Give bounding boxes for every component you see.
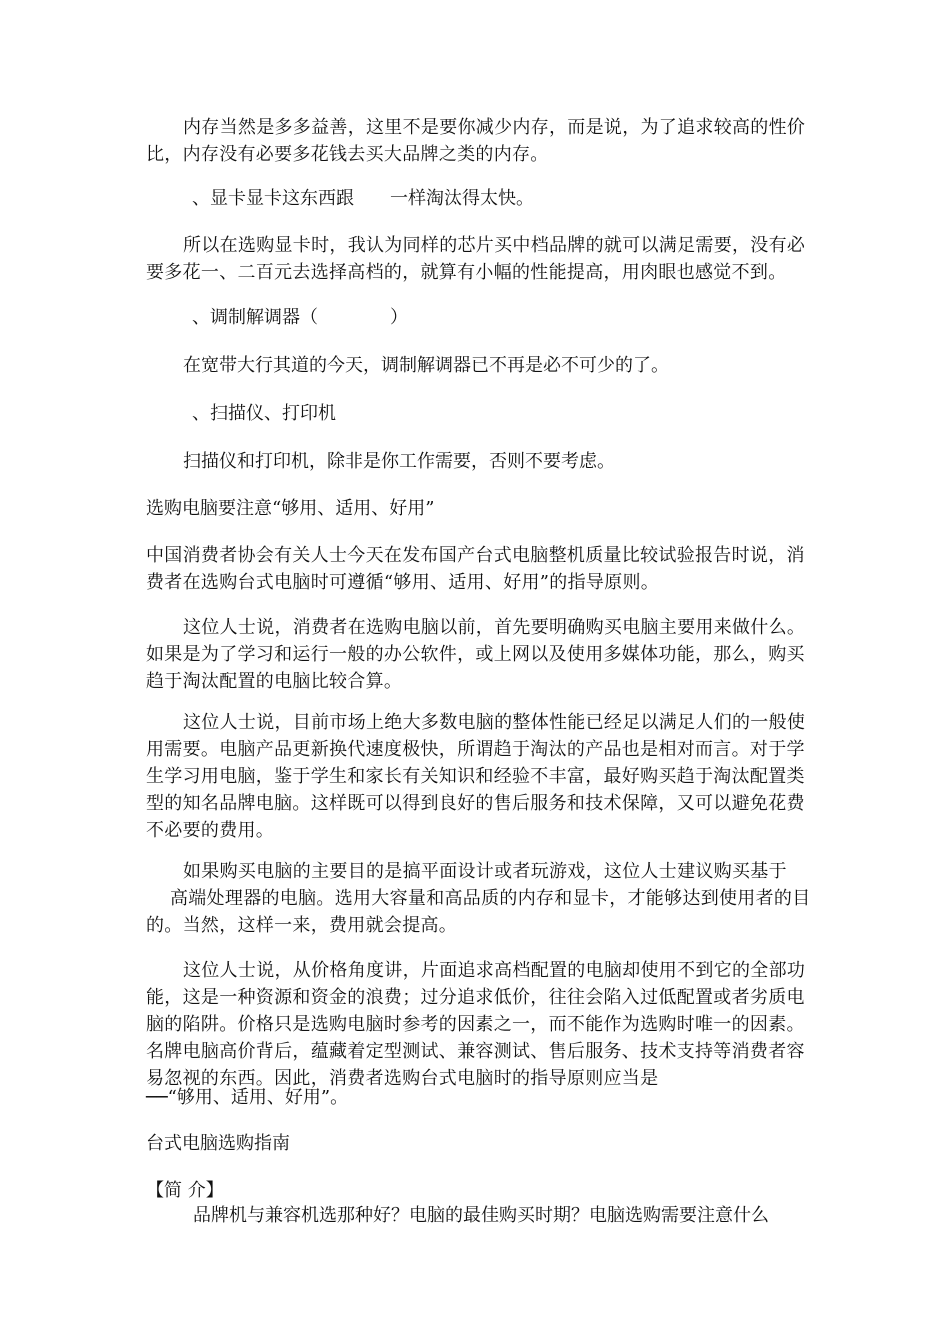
heading-graphics-card: 、显卡显卡这东西跟 一样淘汰得太快。 — [192, 188, 534, 209]
paragraph-design-gaming-line1: 如果购买电脑的主要目的是搞平面设计或者玩游戏，这位人士建议购买基于 — [183, 861, 787, 882]
heading-modem: 、调制解调器（ ） — [192, 307, 408, 328]
paragraph-memory: 内存当然是多多益善，这里不是要你减少内存，而是说，为了追求较高的性价比，内存没有必要多花钱去买大品牌之类的内存。 — [146, 117, 806, 165]
section-title-desktop-guide: 台式电脑选购指南 — [146, 1133, 290, 1154]
paragraph-modem: 在宽带大行其道的今天，调制解调器已不再是必不可少的了。 — [183, 355, 669, 376]
paragraph-graphics-card: 所以在选购显卡时，我认为同样的芯片买中档品牌的就可以满足需要，没有必要多花一、二百元去选择高档的，就算有小幅的性能提高，用肉眼也感觉不到。 — [146, 235, 806, 283]
section-title-buying-tips: 选购电脑要注意“够用、适用、好用” — [146, 498, 435, 519]
subheading-intro: 【简 介】 — [146, 1180, 224, 1201]
paragraph-consumer-association: 中国消费者协会有关人士今天在发布国产台式电脑整机质量比较试验报告时说，消费者在选购台式电脑时可遵循“够用、适用、好用”的指导原则。 — [146, 545, 805, 593]
paragraph-market-performance: 这位人士说，目前市场上绝大多数电脑的整体性能已经足以满足人们的一般使用需要。电脑产品更新换代速度极快，所谓趋于淘汰的产品也是相对而言。对于学生学习用电脑，鉴于学生和家长有关知识和经验不丰富，最好购买趋于淘汰配置类型的知名品牌电脑。这样既可以得到良好的售后服务和技术保障，又可以避免花费不必要的费用。 — [146, 712, 806, 841]
paragraph-scanner-printer: 扫描仪和打印机，除非是你工作需要，否则不要考虑。 — [183, 451, 615, 472]
paragraph-intro: 品牌机与兼容机选那种好？电脑的最佳购买时期？电脑选购需要注意什么 — [193, 1205, 769, 1226]
heading-scanner-printer: 、扫描仪、打印机 — [192, 403, 336, 424]
paragraph-price-angle: 这位人士说，从价格角度讲，片面追求高档配置的电脑却使用不到它的全部功能，这是一种资源和资金的浪费；过分追求低价，往往会陷入过低配置或者劣质电脑的陷阱。价格只是选购电脑时参考的因素之一，而不能作为选购时唯一的因素。名牌电脑高价背后，蕴藏着定型测试、兼容测试、售后服务、技术支持等消费者容易忽视的东西。因此，消费者选购台式电脑时的指导原则应当是 — [146, 960, 806, 1089]
paragraph-price-angle-end: ──“够用、适用、好用”。 — [146, 1087, 349, 1108]
paragraph-purpose: 这位人士说，消费者在选购电脑以前，首先要明确购买电脑主要用来做什么。如果是为了学习和运行一般的办公软件，或上网以及使用多媒体功能，那么，购买趋于淘汰配置的电脑比较合算。 — [146, 617, 806, 692]
paragraph-design-gaming-line2: 高端处理器的电脑。选用大容量和高品质的内存和显卡，才能够达到使用者的目的。当然，这样一来，费用就会提高。 — [146, 888, 811, 936]
